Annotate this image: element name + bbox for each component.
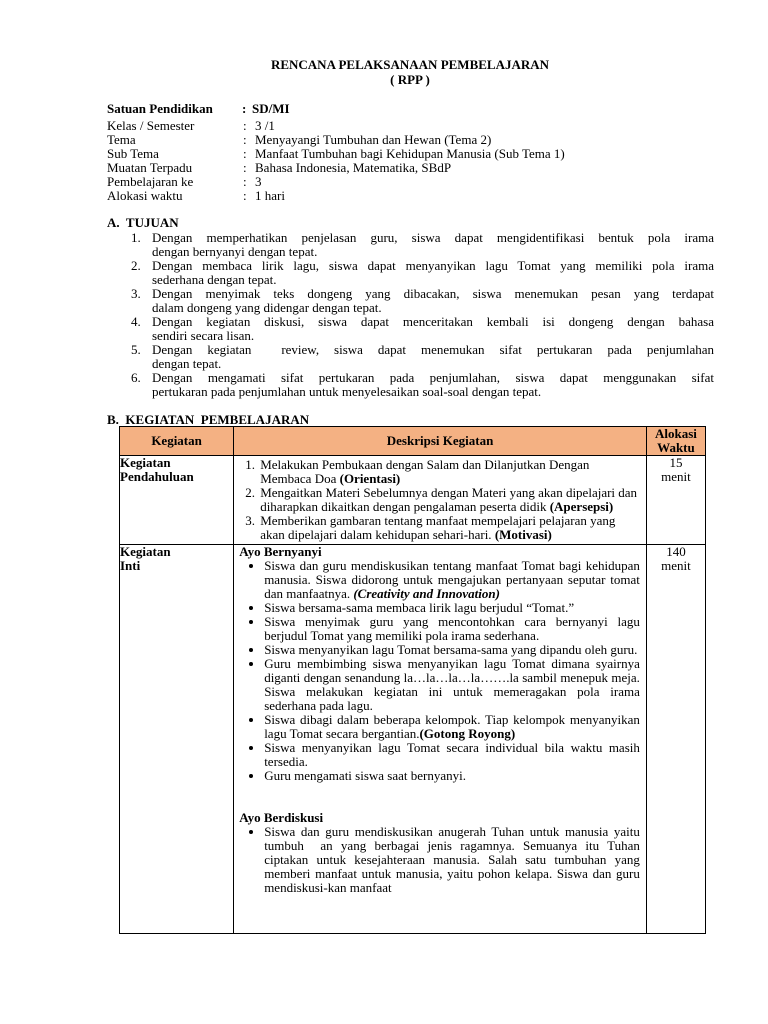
phase-label: Kegiatan Inti [120, 545, 234, 934]
identity-value: Bahasa Indonesia, Matematika, SBdP [255, 160, 452, 175]
list-number: 1. [131, 230, 141, 245]
identity-label: Sub Tema [107, 146, 159, 161]
phase-label: Kegiatan Pendahuluan [120, 456, 234, 545]
column-header-alokasi: Alokasi Waktu [646, 427, 705, 456]
identity-sep: : [242, 101, 247, 116]
table-row [120, 545, 706, 934]
identity-sep: : [243, 146, 247, 161]
list-number: 4. [131, 314, 141, 329]
identity-label: Satuan Pendidikan [107, 101, 213, 116]
section-heading-kegiatan: B. KEGIATAN PEMBELAJARAN [107, 412, 310, 427]
list-item-line: Dengan membaca lirik lagu, siswa dapat menyanyikan lagu Tomat yang memiliki pola irama [152, 258, 714, 273]
list-item: • Siswa menyimak guru yang mencontohkan cara bernyanyi lagu berjudul Tomat yang memiliki pola irama sederhana. [264, 615, 640, 643]
phase-description [234, 545, 647, 934]
phase-time [646, 456, 705, 545]
list-item-line: dengan bernyanyi dengan tepat. [152, 244, 318, 259]
list-item: • Guru mengamati siswa saat bernyanyi. [264, 769, 640, 783]
identity-label: Alokasi waktu [107, 188, 183, 203]
identity-label: Pembelajaran ke [107, 174, 194, 189]
list-item-line: Dengan kegiatan diskusi, siswa dapat menceritakan kembali isi dongeng dengan bahasa [152, 314, 714, 329]
column-header-deskripsi: Deskripsi Kegiatan [234, 427, 647, 456]
document-title: RENCANA PELAKSANAAN PEMBELAJARAN [270, 57, 550, 72]
list-item: • Siswa dibagi dalam beberapa kelompok. Tiap kelompok menyanyikan lagu Tomat secara bergantian.(Gotong Royong) [264, 713, 640, 741]
list-item: • Siswa dan guru mendiskusikan anugerah Tuhan untuk manusia yaitu tumbuh an yang berbagai jenis ragamnya. Semuanya itu Tuhan ciptakan untuk kesejahteraan manusia. Salah satu tumbuhan yang memberi manfaat untuk manusia, yaitu pohon kelapa. Siswa dan guru mendiskusi-kan manfaat [264, 825, 640, 895]
list-item: 2. Mengaitkan Materi Sebelumnya dengan Materi yang akan dipelajari dan diharapkan dikaitkan dengan pengalaman peserta didik (Apersepsi) [258, 486, 638, 514]
time-unit: menit [661, 558, 691, 573]
list-number: 6. [131, 370, 141, 385]
section-heading-tujuan: A. TUJUAN [107, 215, 179, 230]
identity-sep: : [243, 188, 247, 203]
identity-sep: : [243, 132, 247, 147]
list-item-line: Dengan kegiatan review, siswa dapat menemukan sifat pertukaran pada penjumlahan [152, 342, 714, 357]
berdiskusi-list [234, 825, 646, 895]
list-item: • Guru membimbing siswa menyanyikan lagu Tomat dimana syairnya diganti dengan senandung la…la…la…la…….la sambil menepuk meja. Siswa melakukan kegiatan ini untuk memeragakan pola irama sederhana pada lagu. [264, 657, 640, 713]
list-item-line: dengan tepat. [152, 356, 222, 371]
list-item: • Siswa dan guru mendiskusikan tentang manfaat Tomat bagi kehidupan manusia. Siswa didorong untuk mengajukan pertanyaan seputar tomat dan manfaatnya. (Creativity and Innovation) [264, 559, 640, 601]
document-subtitle: ( RPP ) [390, 72, 430, 87]
list-item: • Siswa menyanyikan lagu Tomat secara individual bila waktu masih tersedia. [264, 741, 640, 769]
identity-label: Tema [107, 132, 136, 147]
time-value: 15 [669, 455, 683, 470]
list-item-line: sederhana dengan tepat. [152, 272, 277, 287]
identity-value: SD/MI [252, 101, 290, 116]
list-item-line: pertukaran pada penjumlahan untuk menyelesaikan soal-soal dengan tepat. [152, 384, 542, 399]
list-item-line: Dengan mengamati sifat pertukaran pada penjumlahan, siswa dapat menggunakan sifat [152, 370, 714, 385]
list-item: • Siswa bersama-sama membaca lirik lagu berjudul “Tomat.” [264, 601, 640, 615]
identity-value: 3 /1 [255, 118, 275, 133]
time-value: 140 [666, 544, 686, 559]
list-item-line: dalam dongeng yang didengar dengan tepat. [152, 300, 382, 315]
identity-value: Manfaat Tumbuhan bagi Kehidupan Manusia (Sub Tema 1) [255, 146, 565, 161]
list-number: 2. [131, 258, 141, 273]
bernyanyi-list [234, 559, 646, 783]
table-header-row [120, 427, 706, 456]
subsection-heading: Ayo Berdiskusi [239, 810, 324, 825]
column-header-kegiatan: Kegiatan [120, 427, 234, 456]
identity-label: Kelas / Semester [107, 118, 195, 133]
phase-time [646, 545, 705, 934]
identity-label: Muatan Terpadu [107, 160, 193, 175]
list-item-line: Dengan menyimak teks dongeng yang dibacakan, siswa menemukan pesan yang terdapat [152, 286, 714, 301]
identity-value: 1 hari [255, 188, 285, 203]
inti-content [234, 545, 646, 933]
list-item-line: sendiri secara lisan. [152, 328, 255, 343]
identity-sep: : [243, 174, 247, 189]
list-number: 3. [131, 286, 141, 301]
subsection-heading: Ayo Bernyanyi [239, 545, 322, 559]
identity-value: 3 [255, 174, 262, 189]
phase-description [234, 456, 647, 545]
identity-sep: : [243, 160, 247, 175]
list-item: 3. Memberikan gambaran tentang manfaat mempelajari pelajaran yang akan dipelajari dalam kehidupan sehari-hari. (Motivasi) [258, 514, 638, 542]
pendahuluan-list [234, 458, 646, 544]
list-item: 1. Melakukan Pembukaan dengan Salam dan Dilanjutkan Dengan Membaca Doa (Orientasi) [258, 458, 638, 486]
table-row [120, 456, 706, 545]
list-number: 5. [131, 342, 141, 357]
identity-value: Menyayangi Tumbuhan dan Hewan (Tema 2) [255, 132, 492, 147]
list-item: • Siswa menyanyikan lagu Tomat bersama-sama yang dipandu oleh guru. [264, 643, 640, 657]
kegiatan-table [119, 426, 706, 934]
identity-sep: : [243, 118, 247, 133]
time-unit: menit [661, 469, 691, 484]
list-item-line: Dengan memperhatikan penjelasan guru, siswa dapat mengidentifikasi bentuk pola irama [152, 230, 714, 245]
